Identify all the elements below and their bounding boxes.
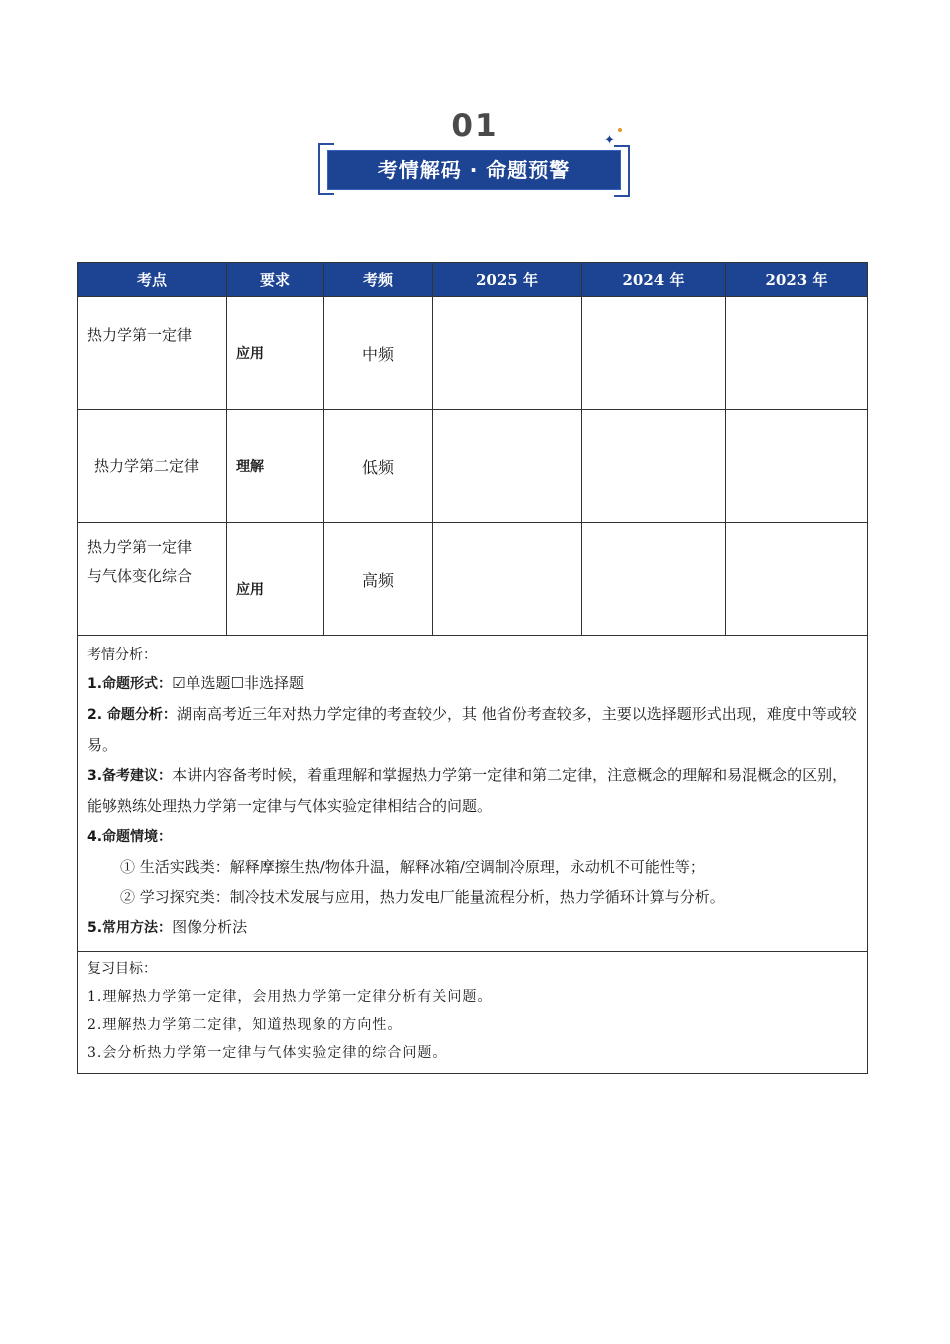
sparkle-icon: ✦	[604, 133, 615, 148]
col-header-2023: 2023 年	[726, 263, 868, 297]
form-option-single: 单选题	[185, 674, 231, 692]
goal-item: 1.理解热力学第一定律，会用热力学第一定律分析有关问题。	[87, 989, 493, 1005]
col-header-2024: 2024 年	[582, 263, 726, 297]
analysis-text: 湖南高考近三年对热力学定律的考查较少，其 他省份考查较多，主要以选择题形式出现，难度中等或较易。	[87, 705, 857, 754]
scenario-item: ① 生活实践类：解释摩擦生热/物体升温，解释冰箱/空调制冷原理，永动机不可能性等；	[120, 858, 705, 876]
scenario-line	[87, 821, 857, 852]
form-label: 1.命题形式：	[87, 676, 173, 692]
requirement-cell: 应用	[227, 297, 324, 410]
section-header	[0, 0, 950, 230]
topic-line: 热力学第一定律	[87, 538, 193, 556]
topic-cell: 热力学第二定律	[78, 410, 227, 523]
col-header-topic: 考点	[78, 263, 227, 297]
year-2023-cell	[726, 297, 868, 410]
exam-analysis-table	[77, 262, 868, 1074]
form-line	[87, 668, 857, 699]
table-row	[78, 297, 868, 410]
year-2024-cell	[582, 523, 726, 636]
method-label: 5.常用方法：	[87, 920, 173, 936]
advice-text: 本讲内容备考时候，着重理解和掌握热力学第一定律和第二定律，注意概念的理解和易混概念的区别，能够熟练处理热力学第一定律与气体实验定律相结合的问题。	[87, 766, 848, 815]
method-text: 图像分析法	[172, 918, 248, 936]
year-2024-cell	[582, 297, 726, 410]
analysis-label: 2. 命题分析：	[87, 707, 177, 723]
scenario-item: ② 学习探究类：制冷技术发展与应用，热力发电厂能量流程分析，热力学循环计算与分析。	[120, 888, 725, 906]
topic-cell	[78, 523, 227, 636]
year-2025-cell	[433, 410, 582, 523]
topic-cell: 热力学第一定律	[78, 297, 227, 410]
goals-title: 复习目标：	[87, 961, 157, 977]
analysis-title: 考情分析：	[87, 647, 157, 663]
requirement-cell: 应用	[227, 523, 324, 636]
checkbox-checked-icon: ☑	[172, 674, 186, 692]
col-header-requirement: 要求	[227, 263, 324, 297]
year-2024-cell	[582, 410, 726, 523]
goals-cell	[78, 952, 868, 1074]
banner-title: 考情解码 · 命题预警	[377, 158, 571, 182]
method-line	[87, 912, 857, 943]
requirement-cell: 理解	[227, 410, 324, 523]
table-header-row	[78, 263, 868, 297]
year-2023-cell	[726, 523, 868, 636]
frequency-cell: 低频	[324, 410, 433, 523]
dot-icon	[618, 128, 622, 132]
year-2025-cell	[433, 523, 582, 636]
topic-line: 与气体变化综合	[87, 567, 193, 585]
year-2025-cell	[433, 297, 582, 410]
col-header-frequency: 考频	[324, 263, 433, 297]
section-banner	[327, 150, 621, 190]
advice-label: 3.备考建议：	[87, 768, 173, 784]
form-option-nonchoice: 非选择题	[243, 674, 304, 692]
analysis-row	[78, 636, 868, 952]
frequency-cell: 中频	[324, 297, 433, 410]
analysis-cell	[78, 636, 868, 952]
analysis-line	[87, 699, 857, 760]
frequency-cell: 高频	[324, 523, 433, 636]
table-row	[78, 523, 868, 636]
scenario-label: 4.命题情境：	[87, 829, 173, 845]
year-2023-cell	[726, 410, 868, 523]
col-header-2025: 2025 年	[433, 263, 582, 297]
goals-row	[78, 952, 868, 1074]
checkbox-empty-icon: ☐	[230, 674, 244, 692]
goal-item: 2.理解热力学第二定律，知道热现象的方向性。	[87, 1017, 403, 1033]
advice-line	[87, 760, 857, 821]
goal-item: 3.会分析热力学第一定律与气体实验定律的综合问题。	[87, 1045, 448, 1061]
table-row	[78, 410, 868, 523]
section-number: 01	[451, 108, 499, 144]
